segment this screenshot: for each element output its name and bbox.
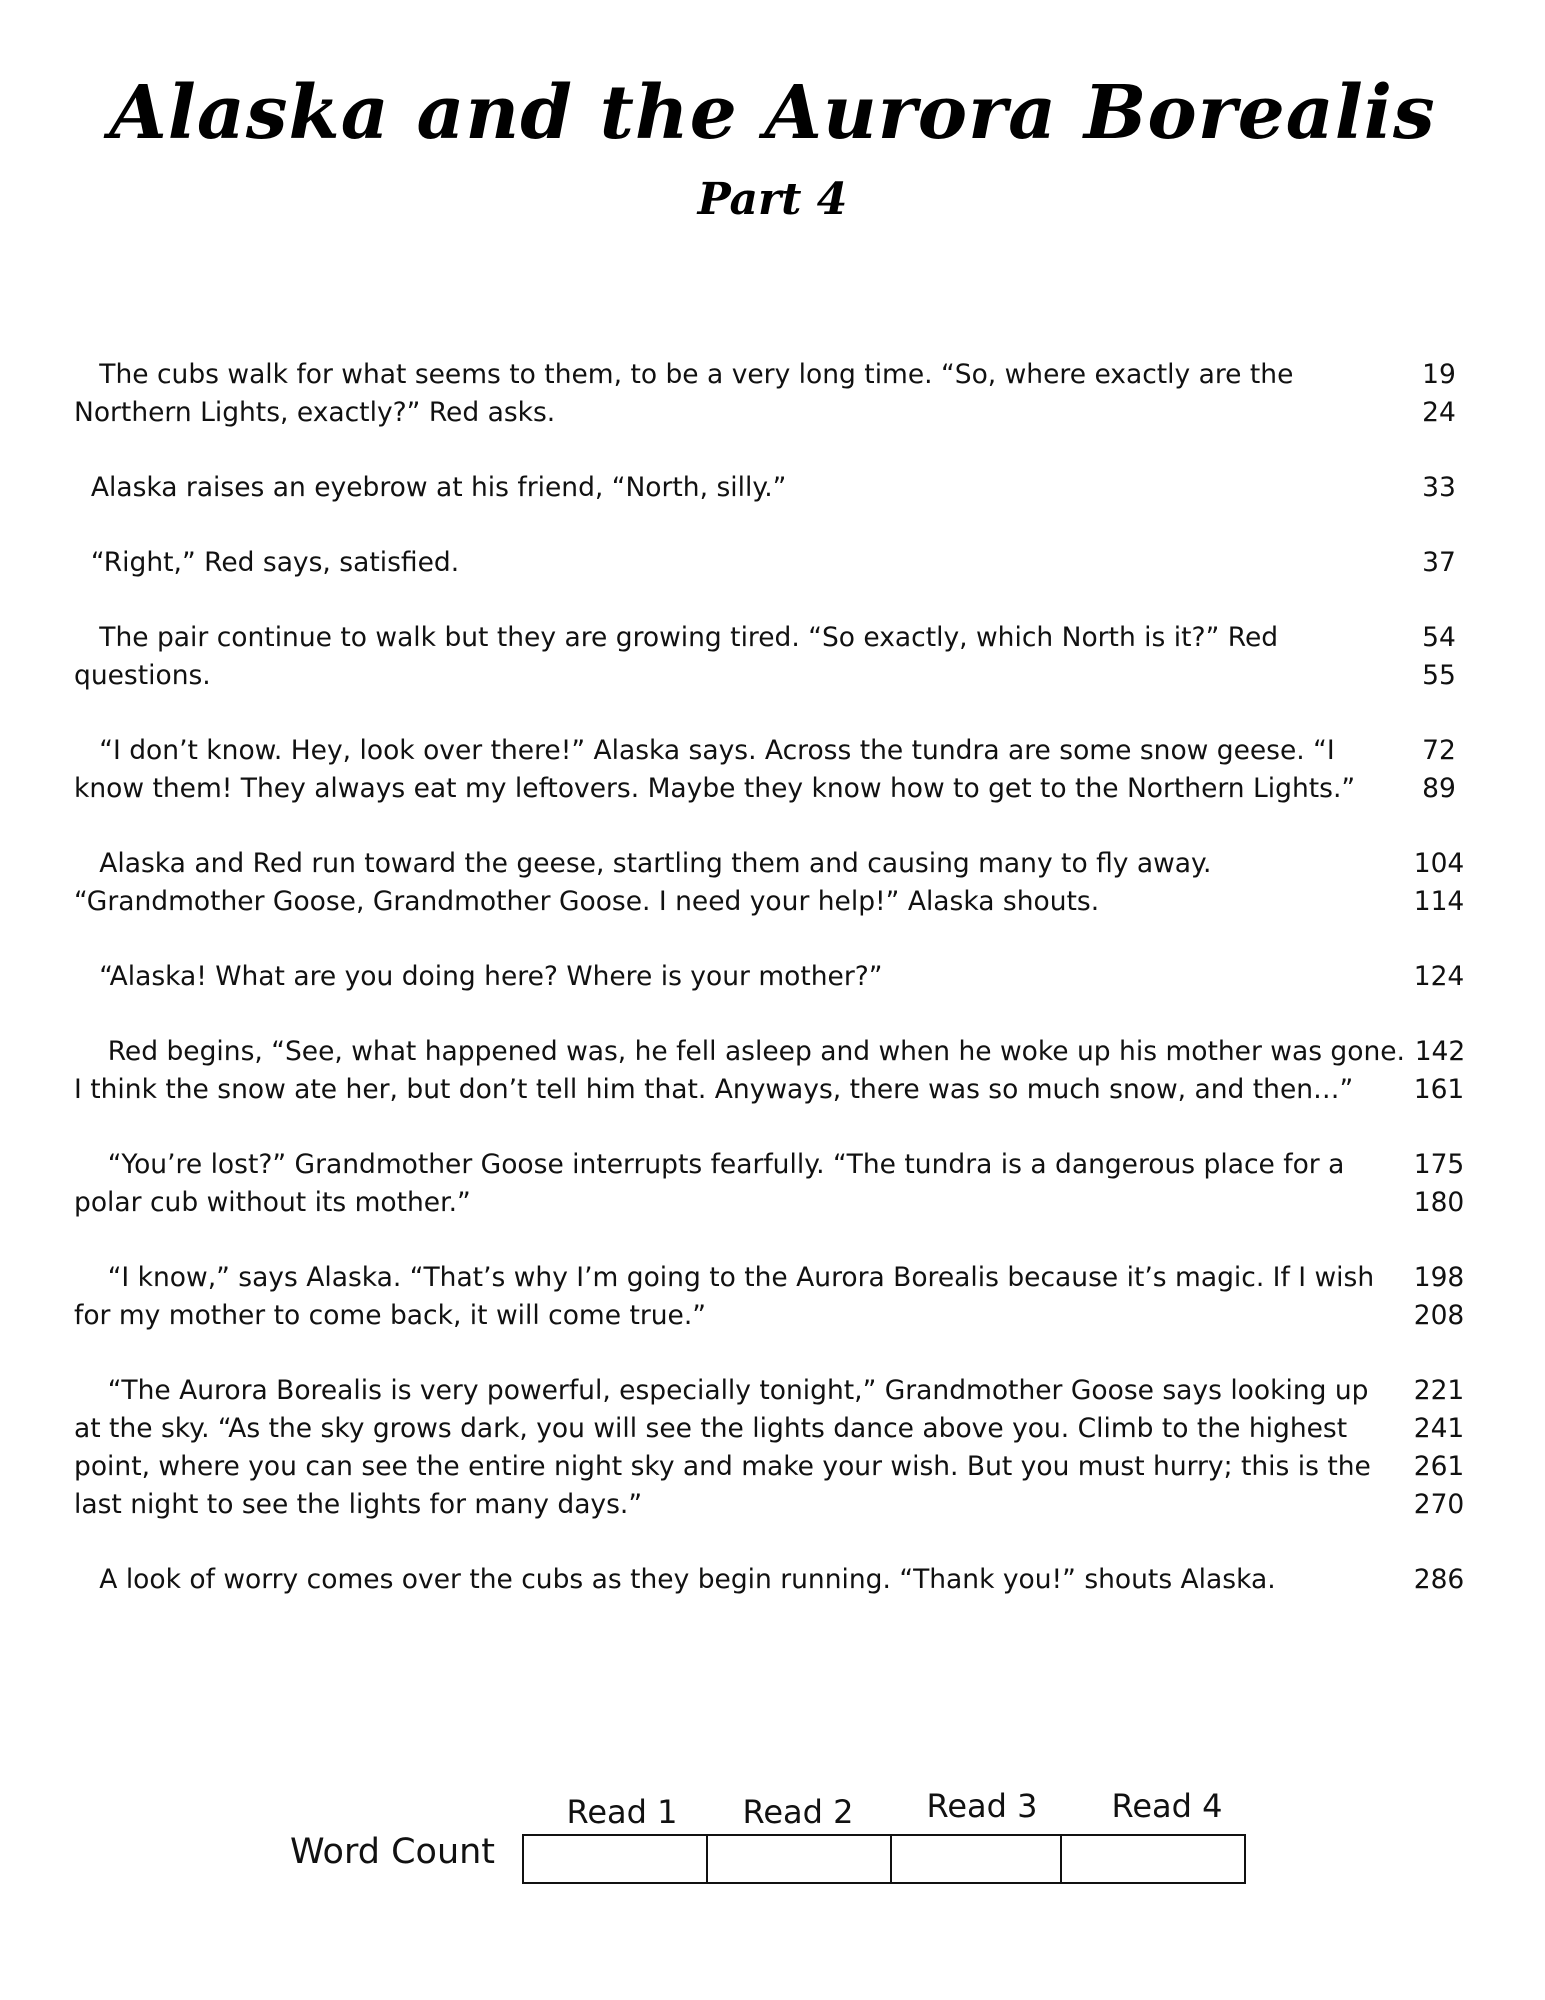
passage-line (74, 356, 1474, 394)
line-text: The cubs walk for what seems to them, to be a very long time. “So, where exactly are the (74, 359, 1294, 390)
cumulative-word-count: 55 (1422, 660, 1456, 691)
line-text: last night to see the lights for many days.” (74, 1489, 643, 1520)
passage-line (74, 1297, 1474, 1335)
passage-line (74, 394, 1474, 432)
line-text: Alaska and Red run toward the geese, startling them and causing many to fly away. (74, 848, 1212, 879)
passage-line (74, 469, 1474, 507)
cumulative-word-count: 198 (1413, 1262, 1465, 1293)
line-text: “I don’t know. Hey, look over there!” Alaska says. Across the tundra are some snow geese. “I (74, 735, 1335, 766)
reading-passage (74, 356, 1474, 1636)
paragraph (74, 544, 1474, 582)
line-text: “You’re lost?” Grandmother Goose interrupts fearfully. “The tundra is a dangerous place for a (74, 1149, 1345, 1180)
cumulative-word-count: 161 (1413, 1074, 1465, 1105)
paragraph (74, 1033, 1474, 1109)
passage-line (74, 958, 1474, 996)
passage-line (74, 1486, 1474, 1524)
passage-line (74, 657, 1474, 695)
paragraph (74, 1561, 1474, 1599)
passage-line (74, 732, 1474, 770)
line-text: questions. (74, 660, 211, 691)
passage-line (74, 1033, 1474, 1071)
passage-line (74, 770, 1474, 808)
cumulative-word-count: 124 (1413, 961, 1465, 992)
paragraph (74, 845, 1474, 921)
line-text: “I know,” says Alaska. “That’s why I’m going to the Aurora Borealis because it’s magic. If I wish (74, 1262, 1375, 1293)
read-2-header: Read 2 (742, 1793, 854, 1831)
line-text: “Grandmother Goose, Grandmother Goose. I need your help!” Alaska shouts. (74, 886, 1100, 917)
cumulative-word-count: 104 (1413, 848, 1465, 879)
paragraph (74, 958, 1474, 996)
passage-line (74, 1448, 1474, 1486)
cumulative-word-count: 19 (1422, 359, 1456, 390)
paragraph (74, 732, 1474, 808)
read-4-header: Read 4 (1111, 1787, 1223, 1825)
cumulative-word-count: 221 (1413, 1375, 1465, 1406)
line-text: A look of worry comes over the cubs as they begin running. “Thank you!” shouts Alaska. (74, 1564, 1276, 1595)
page-title: Alaska and the Aurora Borealis (109, 70, 1436, 156)
read-1-cell[interactable] (523, 1835, 707, 1883)
paragraph (74, 469, 1474, 507)
passage-line (74, 1259, 1474, 1297)
passage-line (74, 1561, 1474, 1599)
passage-line (74, 883, 1474, 921)
passage-line (74, 544, 1474, 582)
line-text: at the sky. “As the sky grows dark, you will see the lights dance above you. Climb to the highest (74, 1413, 1348, 1444)
cumulative-word-count: 180 (1413, 1187, 1465, 1218)
passage-line (74, 1071, 1474, 1109)
line-text: Red begins, “See, what happened was, he fell asleep and when he woke up his mother was gone. (74, 1036, 1405, 1067)
cumulative-word-count: 286 (1413, 1564, 1465, 1595)
cumulative-word-count: 54 (1422, 622, 1456, 653)
cumulative-word-count: 89 (1422, 773, 1456, 804)
passage-line (74, 1184, 1474, 1222)
cumulative-word-count: 114 (1413, 886, 1465, 917)
line-text: I think the snow ate her, but don’t tell him that. Anyways, there was so much snow, and then…” (74, 1074, 1354, 1105)
passage-line (74, 1372, 1474, 1410)
read-3-cell[interactable] (891, 1835, 1061, 1883)
cumulative-word-count: 37 (1422, 547, 1456, 578)
cumulative-word-count: 24 (1422, 397, 1456, 428)
cumulative-word-count: 208 (1413, 1300, 1465, 1331)
paragraph (74, 356, 1474, 432)
word-count-table (522, 1834, 1246, 1884)
line-text: “Right,” Red says, satisfied. (74, 547, 460, 578)
cumulative-word-count: 72 (1422, 735, 1456, 766)
line-text: Alaska raises an eyebrow at his friend, “North, silly.” (74, 472, 787, 503)
cumulative-word-count: 175 (1413, 1149, 1465, 1180)
page-subtitle: Part 4 (697, 174, 848, 225)
line-text: “The Aurora Borealis is very powerful, especially tonight,” Grandmother Goose says looking up (74, 1375, 1369, 1406)
line-text: polar cub without its mother.” (74, 1187, 471, 1218)
line-text: The pair continue to walk but they are growing tired. “So exactly, which North is it?” Red (74, 622, 1279, 653)
paragraph (74, 1372, 1474, 1524)
line-text: for my mother to come back, it will come true.” (74, 1300, 707, 1331)
cumulative-word-count: 142 (1414, 1036, 1466, 1067)
passage-line (74, 845, 1474, 883)
paragraph (74, 1259, 1474, 1335)
read-4-cell[interactable] (1061, 1835, 1245, 1883)
passage-line (74, 619, 1474, 657)
paragraph (74, 1146, 1474, 1222)
line-text: “Alaska! What are you doing here? Where is your mother?” (74, 961, 883, 992)
line-text: Northern Lights, exactly?” Red asks. (74, 397, 556, 428)
read-3-header: Read 3 (926, 1787, 1038, 1825)
passage-line (74, 1410, 1474, 1448)
cumulative-word-count: 33 (1422, 472, 1456, 503)
word-count-label: Word Count (290, 1832, 496, 1872)
passage-line (74, 1146, 1474, 1184)
read-1-header: Read 1 (566, 1793, 678, 1831)
line-text: know them! They always eat my leftovers. Maybe they know how to get to the Northern Lights.” (74, 773, 1356, 804)
cumulative-word-count: 261 (1413, 1451, 1465, 1482)
read-2-cell[interactable] (707, 1835, 891, 1883)
line-text: point, where you can see the entire night sky and make your wish. But you must hurry; this is the (74, 1451, 1371, 1482)
paragraph (74, 619, 1474, 695)
cumulative-word-count: 270 (1413, 1489, 1465, 1520)
cumulative-word-count: 241 (1413, 1413, 1465, 1444)
